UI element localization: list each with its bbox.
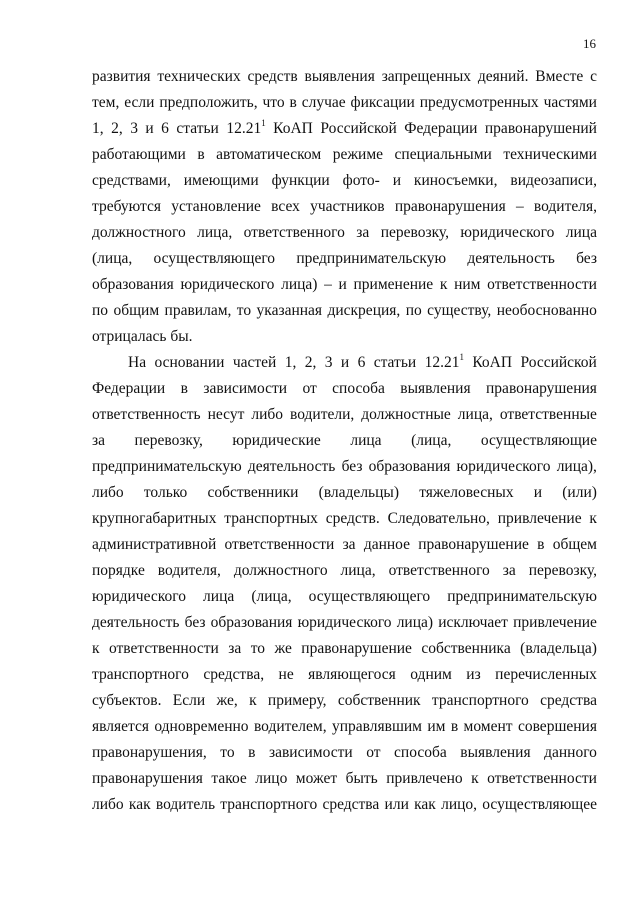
word: основании [154, 354, 225, 371]
word: по [92, 302, 109, 319]
word: момент [463, 718, 513, 735]
word: установление [171, 198, 261, 215]
word: собственники [207, 484, 299, 501]
footnote-mark: 1 [459, 351, 464, 362]
word: порядке [92, 562, 145, 579]
word: к [589, 510, 597, 527]
text-line [92, 90, 597, 116]
word: Вместе [535, 68, 584, 85]
word: юридического [92, 588, 186, 605]
word: с [590, 68, 597, 85]
word: правилам, [164, 302, 232, 319]
word: водителя, [533, 198, 597, 215]
word: только [143, 484, 188, 501]
word: деяний. [477, 68, 529, 85]
text-line [92, 636, 597, 662]
text-line [92, 740, 597, 766]
word: юридического [460, 224, 555, 241]
word: 3 [130, 120, 138, 137]
word: за [502, 562, 516, 579]
word: по [405, 302, 422, 319]
text-line [92, 376, 597, 402]
word: дискреция, [327, 302, 401, 319]
word: лица), [556, 458, 597, 475]
word: правонарушение [418, 536, 529, 553]
word: лицо [255, 770, 288, 787]
word: фиксации [350, 94, 415, 111]
word: лица [350, 432, 382, 449]
word: указанная [256, 302, 323, 319]
word: средства, [203, 666, 265, 683]
word: как [128, 796, 151, 813]
word: КоАП [273, 120, 313, 137]
word: крупногабаритных [92, 510, 217, 527]
word: правонарушения [394, 198, 506, 215]
word: На [128, 354, 147, 371]
text-line [92, 532, 597, 558]
word: образования [210, 614, 293, 631]
word: Если [172, 692, 206, 709]
word: юридического [456, 458, 551, 475]
word: правонарушения [486, 380, 597, 397]
word: осуществляющего [308, 588, 431, 605]
text-line [92, 168, 597, 194]
word: без [341, 458, 363, 475]
word: без [184, 614, 206, 631]
word: способа [394, 744, 447, 761]
word: выявления [400, 380, 471, 397]
word: Федерации [92, 380, 166, 397]
word: имеющими [183, 172, 259, 189]
word: правонарушений [484, 120, 597, 137]
word: тяжеловесных [419, 484, 514, 501]
word: водители, [290, 406, 355, 423]
word: юридического [297, 614, 392, 631]
word: лица) [281, 276, 318, 293]
word: водителя, [157, 562, 221, 579]
word: за [342, 536, 356, 553]
word: или [384, 796, 409, 813]
word: зависимости [203, 380, 288, 397]
word: средств. [325, 510, 380, 527]
word: (владельца) [520, 640, 597, 657]
word: Федерации [404, 120, 478, 137]
word: должностные [361, 406, 451, 423]
word: быть [345, 770, 378, 787]
word: участников [310, 198, 385, 215]
word: одновременно [154, 718, 249, 735]
text-line [92, 558, 597, 584]
word: образования [368, 458, 451, 475]
word: в [450, 718, 459, 735]
text-line [92, 688, 597, 714]
text-line [92, 324, 597, 350]
text-line [92, 64, 597, 90]
word: деятельность [92, 614, 180, 631]
word: ответственности [487, 770, 597, 787]
word: предусмотренных [419, 94, 539, 111]
word: должностного [92, 224, 186, 241]
word: ним [454, 276, 481, 293]
word: ответственности [224, 536, 335, 553]
text-line [92, 298, 597, 324]
word: бы. [170, 328, 193, 345]
word: лица, [457, 406, 493, 423]
word: предположить, [159, 94, 258, 111]
word: функции [271, 172, 330, 189]
footnote-mark: 1 [261, 117, 266, 128]
word: образования [92, 276, 174, 293]
word: лица, [340, 562, 376, 579]
word: деятельность [467, 250, 555, 267]
word: предпринимательскую [92, 458, 242, 475]
word: средств [247, 68, 298, 85]
word: либо [92, 796, 124, 813]
word: собственника [421, 640, 511, 657]
word: лицо, [441, 796, 478, 813]
word: способа [332, 380, 385, 397]
word: всех [271, 198, 300, 215]
word: частями [543, 94, 597, 111]
word: к [471, 770, 479, 787]
word: в [537, 536, 545, 553]
word: к [439, 276, 448, 293]
word: ответственности [487, 276, 597, 293]
text-line [92, 662, 597, 688]
word: транспортных [224, 510, 318, 527]
word: им [427, 718, 446, 735]
word: необоснованно [496, 302, 597, 319]
word: водитель [155, 796, 216, 813]
word: к [249, 692, 257, 709]
word: выявления [304, 68, 375, 85]
word: Российской [520, 354, 597, 371]
word: юридического [180, 276, 275, 293]
word: (или) [562, 484, 597, 501]
word: данного [544, 744, 597, 761]
text-line [92, 506, 597, 532]
word: совершения [517, 718, 597, 735]
word: привлечено [386, 770, 463, 787]
word: в [289, 94, 297, 111]
word: осуществляющие [480, 432, 597, 449]
word: что [262, 94, 285, 111]
word: субъектов. [92, 692, 162, 709]
word: Российской [320, 120, 397, 137]
word: либо [251, 406, 284, 423]
page-number: 16 [583, 36, 596, 51]
word: примеру, [267, 692, 327, 709]
word: перечисленных [495, 666, 597, 683]
text-line [92, 116, 597, 142]
word: 2, [304, 354, 317, 371]
word: 6 [357, 354, 366, 371]
text-line [92, 454, 597, 480]
word: должностного [233, 562, 328, 579]
word: за [92, 432, 106, 449]
word: несут [207, 406, 245, 423]
word: фото- [342, 172, 380, 189]
text-line [92, 220, 597, 246]
word: являющегося [308, 666, 396, 683]
text-line [92, 584, 597, 610]
text-line [92, 480, 597, 506]
word: тем, [92, 94, 120, 111]
word: общем [552, 536, 597, 553]
word: видеозаписи, [510, 172, 597, 189]
word: в [248, 744, 256, 761]
word: транспортного [92, 666, 189, 683]
word: юридические [232, 432, 321, 449]
text-line [92, 428, 597, 454]
word: является [92, 718, 149, 735]
word: за [228, 640, 242, 657]
word: привлечение [513, 614, 597, 631]
word: выявления [460, 744, 531, 761]
word: данное [363, 536, 410, 553]
word: транспортного [431, 692, 529, 709]
word: киносъемки, [413, 172, 498, 189]
word: статьи [373, 354, 417, 371]
word: от [302, 380, 317, 397]
word: такое [211, 770, 247, 787]
text-line [92, 272, 597, 298]
word: (лица, [92, 250, 133, 267]
word: осуществляющего [153, 250, 276, 267]
text-line [92, 350, 597, 376]
word: предпринимательскую [447, 588, 597, 605]
word: 3 [324, 354, 333, 371]
word: – [515, 198, 524, 215]
word: в [197, 146, 205, 163]
word: же [274, 640, 292, 657]
word: управлявшим [331, 718, 422, 735]
word: перевозку, [528, 562, 597, 579]
word: автоматическом [216, 146, 322, 163]
word: 12.21$^1$ [226, 117, 266, 137]
word: и [392, 172, 401, 189]
word: статьи [176, 120, 219, 137]
word: от [366, 744, 381, 761]
word: специальными [394, 146, 492, 163]
word: исключает [438, 614, 508, 631]
word: зависимости [268, 744, 353, 761]
word: административной [92, 536, 217, 553]
word: средства [322, 796, 380, 813]
word: технических [157, 68, 241, 85]
word: транспортного [220, 796, 318, 813]
text-line [92, 142, 597, 168]
text-line [92, 792, 597, 818]
word: ответственного [388, 562, 490, 579]
word: из [466, 666, 481, 683]
word: предпринимательскую [296, 250, 447, 267]
word: (владельцы) [318, 484, 399, 501]
word: Следовательно, [387, 510, 490, 527]
word: ответственность [92, 406, 201, 423]
text-line [92, 194, 597, 220]
word: то [220, 744, 235, 761]
word: 6 [161, 120, 169, 137]
word: лица) [396, 614, 434, 631]
word: правонарушения, [92, 744, 207, 761]
word: осуществляющее [482, 796, 597, 813]
word: и [145, 120, 154, 137]
word: и [340, 354, 350, 371]
word: привлечение [497, 510, 582, 527]
word: КоАП [472, 354, 513, 371]
word: ответственные [499, 406, 597, 423]
word: и [533, 484, 543, 501]
word: если [124, 94, 155, 111]
word: существу, [427, 302, 492, 319]
word: и [338, 276, 347, 293]
word: (лица, [251, 588, 292, 605]
word: собственник [337, 692, 421, 709]
text-line [92, 246, 597, 272]
word: техническими [503, 146, 597, 163]
word: к [92, 640, 100, 657]
word: может [295, 770, 338, 787]
word: за [356, 224, 370, 241]
word: применение [353, 276, 434, 293]
word: правонарушение [301, 640, 412, 657]
word: лица [565, 224, 597, 241]
word: общим [113, 302, 160, 319]
word: 1, [92, 120, 104, 137]
body-text [92, 64, 597, 818]
word: деятельность [247, 458, 336, 475]
word: 12.21$^1$ [424, 351, 464, 371]
word: 1, [284, 354, 297, 371]
word: – [324, 276, 332, 293]
word: то [250, 640, 266, 657]
word: требуются [92, 198, 161, 215]
word: (лица, [411, 432, 452, 449]
word: как [414, 796, 436, 813]
word: случае [301, 94, 346, 111]
word: одним [410, 666, 452, 683]
word: либо [92, 484, 124, 501]
word: без [576, 250, 597, 267]
word: водителем, [253, 718, 327, 735]
text-line [92, 714, 597, 740]
word: лица [203, 588, 235, 605]
word: развития [92, 68, 151, 85]
text-line [92, 610, 597, 636]
word: перевозку, [380, 224, 449, 241]
word: отрицалась [92, 328, 167, 345]
word: запрещенных [381, 68, 471, 85]
word: перевозку, [134, 432, 203, 449]
word: то [236, 302, 252, 319]
word: средства [540, 692, 597, 709]
word: в [180, 380, 188, 397]
word: средствами, [92, 172, 171, 189]
word: работающими [92, 146, 186, 163]
word: частей [232, 354, 277, 371]
word: правонарушения [92, 770, 203, 787]
word: ответственного [243, 224, 345, 241]
text-line [92, 402, 597, 428]
word: же, [216, 692, 238, 709]
word: лица, [197, 224, 233, 241]
word: режиме [332, 146, 384, 163]
text-line [92, 766, 597, 792]
word: ответственности [108, 640, 219, 657]
word: 2, [111, 120, 123, 137]
word: не [278, 666, 294, 683]
